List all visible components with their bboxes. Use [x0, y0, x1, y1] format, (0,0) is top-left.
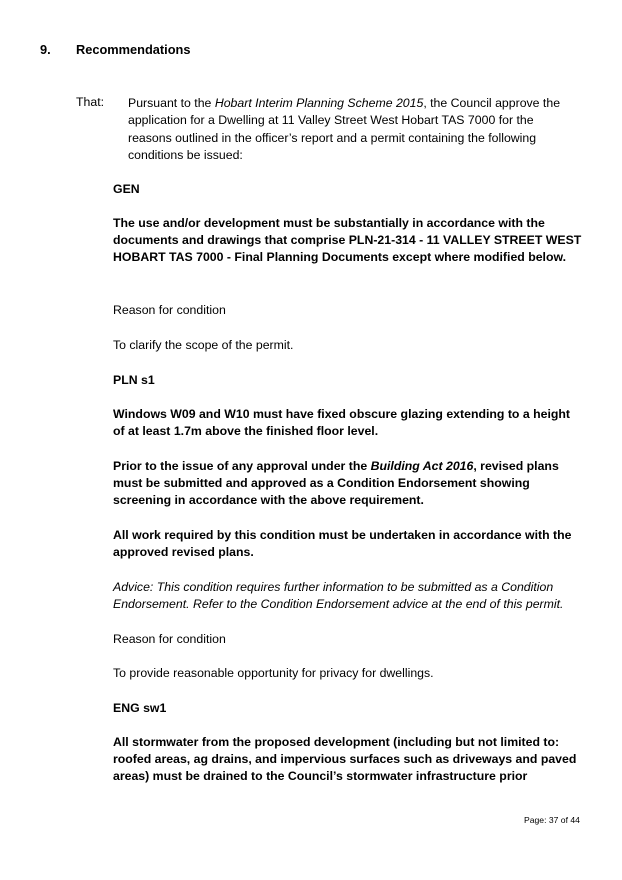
condition-pln-s1-code: PLN s1 — [113, 373, 155, 387]
intro-text-after: , the Council approve the application for a Dwelling at 11 Valley Street West Hobart TAS 7000 for the reasons outlined in the officer’s report and a permit containing the following conditions be issued: — [128, 96, 561, 163]
condition-gen-reason: To clarify the scope of the permit. — [113, 338, 294, 352]
condition-pln-s1-advice: Advice: This condition requires further information to be submitted as a Condition Endorsement. Refer to the Condition Endorsement advice at the end of this permit. — [113, 580, 564, 612]
recommendation-intro — [128, 95, 568, 165]
intro-text-before: Pursuant to the — [128, 96, 215, 110]
text-2-after: , revised plans must be submitted and approved as a Condition Endorsement showing screening in accordance with the above requirement. — [113, 459, 559, 508]
condition-pln-s1-reason: To provide reasonable opportunity for privacy for dwellings. — [113, 666, 434, 680]
building-act-name: Building Act 2016 — [370, 459, 474, 473]
planning-scheme-name: Hobart Interim Planning Scheme 2015 — [214, 96, 424, 110]
section-number: 9. — [40, 42, 51, 57]
page-number: Page: 37 of 44 — [524, 815, 580, 825]
condition-eng-sw1-code: ENG sw1 — [113, 701, 167, 715]
condition-pln-s1-reason-label: Reason for condition — [113, 632, 226, 646]
condition-pln-s1-text-2 — [113, 458, 583, 510]
condition-pln-s1-text-1: Windows W09 and W10 must have fixed obscure glazing extending to a height of at least 1.7m above the finished floor level. — [113, 407, 570, 439]
condition-pln-s1-text-3: All work required by this condition must be undertaken in accordance with the approved revised plans. — [113, 528, 572, 560]
condition-gen-text: The use and/or development must be substantially in accordance with the documents and drawings that comprise PLN-21-314 - 11 VALLEY STREET WEST HOBART TAS 7000 - Final Planning Documents except where modified below. — [113, 216, 582, 265]
that-label: That: — [76, 95, 105, 109]
condition-gen-code: GEN — [113, 182, 140, 196]
text-2-before: Prior to the issue of any approval under the — [113, 459, 371, 473]
condition-eng-sw1-text: All stormwater from the proposed development (including but not limited to: roofed areas, ag drains, and impervious surfaces such as driveways and paved areas) must be drained to the Council’s stormwater infrastructure prior — [113, 735, 577, 784]
condition-gen-reason-label: Reason for condition — [113, 303, 226, 317]
section-title: Recommendations — [76, 42, 191, 57]
